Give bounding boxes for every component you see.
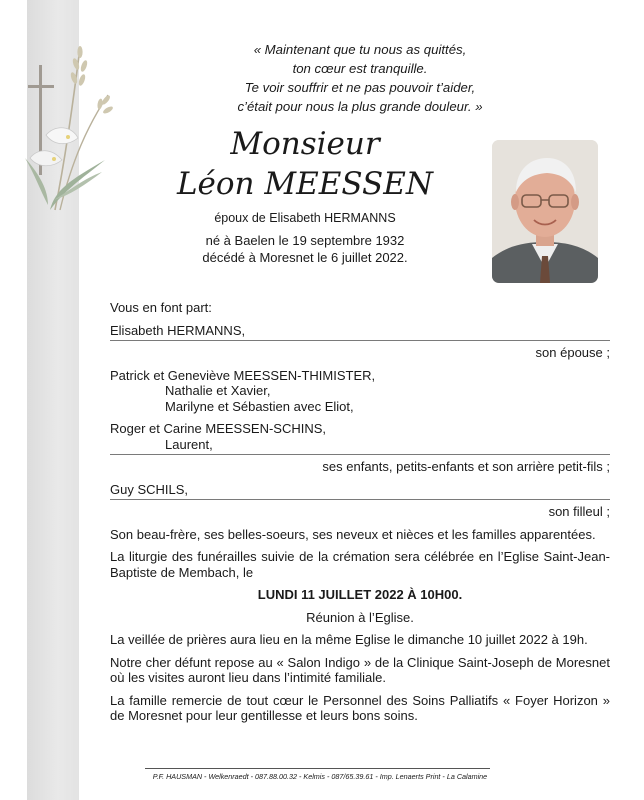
deceased-name: Léon MEESSEN [176,166,434,202]
civility: Monsieur [230,126,380,162]
spouse-line: époux de Elisabeth HERMANNS [214,211,396,225]
birth-line: né à Baelen le 19 septembre 1932 [205,233,405,248]
liturgy-paragraph: La liturgie des funérailles suivie de la crémation sera célébrée en l’Eglise Saint-Jean-Baptiste de Membach, le [110,549,610,580]
godson-role: son filleul ; [548,504,610,519]
quote-line: ton cœur est tranquille. [292,61,428,76]
godson-name: Guy SCHILS, [110,481,189,497]
rest-paragraph: Notre cher défunt repose au « Salon Indigo » de la Clinique Saint-Joseph de Moresnet où les visites auront lieu dans l’intimité familiale. [110,654,610,685]
spouse-name: Elisabeth HERMANNS, [110,322,246,338]
divider [110,340,610,341]
portrait-photo [492,140,598,283]
children-role: ses enfants, petits-enfants et son arrière petit-fils ; [322,459,610,474]
relatives-paragraph: Son beau-frère, ses belles-soeurs, ses neveux et nièces et les familles apparentées. [110,526,596,542]
meeting-line: Réunion à l’Eglise. [306,609,414,625]
thanks-paragraph: La famille remercie de tout cœur le Personnel des Soins Palliatifs « Foyer Horizon » de Moresnet pour leur gentillesse et leurs bons soins. [110,692,610,723]
divider [110,499,610,500]
quote-line: Te voir souffrir et ne pas pouvoir t’aider, [244,80,476,95]
footer-imprint: P.F. HAUSMAN - Welkenraedt - 087.88.00.32 - Kelmis - 087/65.39.61 - Imp. Lenaerts Print - La Calamine [152,772,488,781]
funeral-date: LUNDI 11 JUILLET 2022 À 10H00. [257,587,463,602]
divider [110,454,610,455]
grandchildren-line: Marilyne et Sébastien avec Eliot, [165,398,354,414]
child-name: Patrick et Geneviève MEESSEN-THIMISTER, [110,367,376,383]
quote-line: « Maintenant que tu nous as quittés, [253,42,467,57]
death-line: décédé à Moresnet le 6 juillet 2022. [202,250,408,265]
announcement-body [110,300,610,724]
cross-lily-icon [10,40,120,220]
grandchildren-line: Laurent, [165,436,213,452]
child-name: Roger et Carine MEESSEN-SCHINS, [110,421,327,436]
family-intro: Vous en font part: [110,300,212,315]
footer-divider [145,768,490,769]
vigil-paragraph: La veillée de prières aura lieu en la même Eglise le dimanche 10 juillet 2022 à 19h. [110,632,588,647]
grandchildren-line: Nathalie et Xavier, [165,383,271,398]
quote [150,40,570,116]
spouse-role: son épouse ; [535,345,610,360]
quote-line: c’était pour nous la plus grande douleur. » [237,99,483,114]
